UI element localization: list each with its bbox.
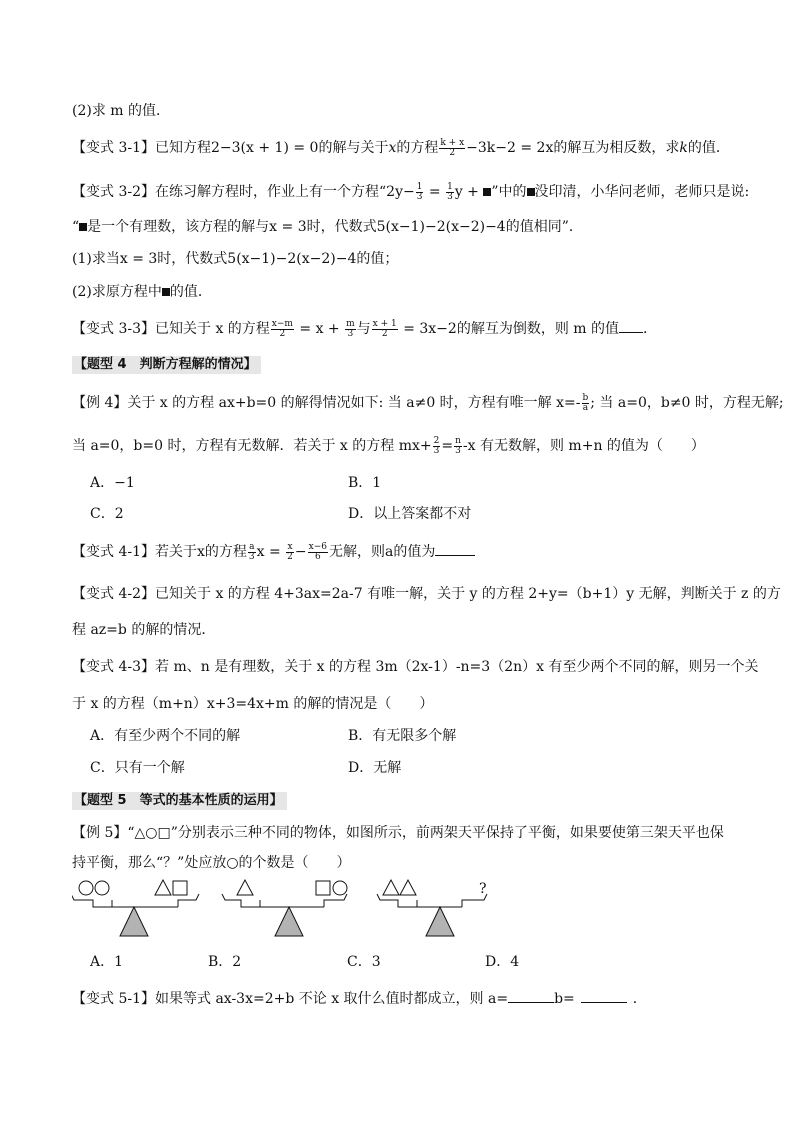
- equation: −3k−2 = 2x: [466, 140, 554, 156]
- example-tag: 【例 4】: [72, 395, 128, 411]
- option-d[interactable]: D．4: [485, 954, 520, 970]
- answer-blank[interactable]: [435, 541, 475, 556]
- fraction: $\frac{x-m}{2}$: [271, 318, 293, 339]
- section-heading-4: 【题型 4 判断方程解的情况】: [72, 356, 261, 374]
- fraction: $\frac{m}{3}$: [346, 318, 355, 339]
- example-tag: 【例 5】: [72, 825, 128, 841]
- text: ．: [632, 991, 647, 1007]
- fraction: $\frac{1}{3}$: [416, 181, 423, 202]
- circle-icon: [95, 881, 109, 895]
- variant-4-2: [72, 584, 781, 604]
- fulcrum: [426, 907, 454, 936]
- fraction: $\frac{a}{3}$: [248, 541, 255, 562]
- answer-blank-b[interactable]: [581, 988, 627, 1003]
- balance-scale-1: [72, 880, 199, 936]
- text: 当 a=0，b=0 时，方程有无数解．若关于 x 的方程 mx+: [72, 438, 432, 454]
- example-5: [72, 823, 724, 843]
- equation: =: [424, 184, 446, 200]
- text: 关于 x 的方程 ax+b=0 的解得情况如下: 当 a≠0 时，方程有唯一解 x=-: [127, 395, 581, 411]
- text: -x 有无数解，则 m+n 的值为（ ）: [462, 438, 705, 454]
- text: (2)求原方程中: [72, 284, 162, 300]
- variant-4-2-line2: 程 az=b 的解的情况．: [72, 622, 216, 638]
- text: 与: [356, 321, 371, 337]
- example-5-line2: 持平衡，那么“？”处应放○的个数是（ ）: [72, 855, 351, 871]
- fraction: $\frac{2}{3}$: [433, 435, 440, 456]
- equation: y +: [454, 184, 484, 200]
- option-b[interactable]: B．1: [348, 475, 382, 491]
- equation: = x +: [294, 321, 345, 337]
- text: 若关于x的方程: [155, 544, 247, 560]
- option-d[interactable]: D．以上答案都不对: [348, 506, 472, 522]
- black-square-icon: [162, 288, 170, 296]
- variant-4-1: [72, 541, 475, 562]
- option-c[interactable]: C．3: [347, 954, 381, 970]
- option-b[interactable]: B．2: [208, 954, 242, 970]
- variant-3-2: [72, 182, 749, 202]
- square-icon: [316, 881, 330, 895]
- triangle-icon: [237, 880, 253, 895]
- variant-tag: 【变式 4-3】: [72, 659, 155, 675]
- variant-3-2-q1: [72, 249, 398, 269]
- fraction: $\frac{x}{2}$: [287, 541, 293, 562]
- text: (1)求当: [72, 251, 120, 267]
- equation: = 3x−2: [398, 321, 457, 337]
- text: 的方程: [396, 140, 439, 156]
- fulcrum: [120, 907, 148, 936]
- text: 的解与关于: [318, 140, 389, 156]
- text: 已知关于 x 的方程: [155, 321, 270, 337]
- text: ; 当 a=0，b≠0 时，方程无解;: [590, 395, 784, 411]
- variant-3-2-line2: [72, 217, 583, 237]
- text: 无解，则a的值为: [328, 544, 436, 560]
- balance-scales-figure: [72, 876, 532, 940]
- text: “△○□”分别表示三种不同的物体，如图所示，前两架天平保持了平衡，如果要使第三架天平也保: [127, 825, 724, 841]
- circle-icon: [333, 881, 347, 895]
- variant-5-1: [72, 988, 647, 1009]
- expression: 5(x−1)−2(x−2)−4: [376, 219, 506, 235]
- text: 在练习解方程时，作业上有一个方程“: [155, 184, 387, 200]
- text: 的解互为倒数，则 m 的值: [456, 321, 620, 337]
- balance-scale-3: [377, 880, 487, 936]
- fulcrum: [275, 907, 303, 936]
- answer-blank[interactable]: [619, 318, 643, 333]
- text: 的值．: [687, 140, 730, 156]
- square-icon: [173, 881, 187, 895]
- variant-tag: 【变式 5-1】: [72, 991, 155, 1007]
- equation: x = 3: [119, 251, 158, 267]
- example-4-line2: [72, 436, 705, 456]
- section-heading-5: 【题型 5 等式的基本性质的运用】: [72, 792, 287, 810]
- fraction: $\frac{b}{a}$: [582, 392, 589, 413]
- text: 若 m、n 是有理数，关于 x 的方程 3m（2x-1）-n=3（2n）x 有至少两个不同的解，则另一个关: [155, 659, 759, 675]
- text: 的解互为相反数，求: [553, 140, 680, 156]
- question-mark: ?: [479, 881, 487, 897]
- variant-tag: 【变式 3-2】: [72, 184, 155, 200]
- text: ”中的: [491, 184, 527, 200]
- fraction: $\frac{n}{3}$: [455, 435, 461, 456]
- variant-3-3: [72, 318, 657, 339]
- text: 时，代数式: [157, 251, 228, 267]
- text: 是一个有理数，该方程的解与: [87, 219, 270, 235]
- variant-tag: 【变式 3-3】: [72, 321, 155, 337]
- equation: 2y−: [386, 184, 415, 200]
- black-square-icon: [527, 188, 535, 196]
- fraction: $\frac{1}{3}$: [447, 181, 453, 202]
- text: 的值相同”．: [505, 219, 583, 235]
- variant-3-1: [72, 138, 730, 158]
- text: 已知方程: [155, 140, 211, 156]
- text: 已知关于 x 的方程 4+3ax=2a-7 有唯一解，关于 y 的方程 2+y=（b+1）y 无解，判断关于 z 的方: [155, 586, 781, 602]
- text: ．: [643, 321, 658, 337]
- option-a[interactable]: A．1: [90, 954, 124, 970]
- variant-4-3: [72, 657, 758, 677]
- option-a[interactable]: A．有至少两个不同的解: [90, 728, 241, 744]
- text: 的值；: [356, 251, 399, 267]
- variant-tag: 【变式 4-2】: [72, 586, 155, 602]
- text: 如果等式 ax-3x=2+b 不论 x 取什么值时都成立，则 a=: [155, 991, 509, 1007]
- variant-3-2-q2: [72, 282, 212, 302]
- text: b=: [554, 991, 575, 1007]
- example-4: [72, 393, 784, 413]
- fraction: $\frac{x + 1}{2}$: [372, 318, 397, 339]
- text: 没印清，小华问老师，老师只是说:: [534, 184, 750, 200]
- triangle-icon: [400, 880, 416, 895]
- text: 时，代数式: [306, 219, 377, 235]
- black-square-icon: [79, 223, 87, 231]
- equation: x = 3: [269, 219, 307, 235]
- balance-scale-2: [222, 880, 347, 936]
- equation: 2−3(x + 1) = 0: [211, 140, 319, 156]
- question-line: (2)求 m 的值．: [72, 103, 171, 119]
- option-b[interactable]: B．有无限多个解: [348, 728, 457, 744]
- expression: 5(x−1)−2(x−2)−4: [227, 251, 357, 267]
- text: =: [441, 438, 454, 454]
- triangle-icon: [155, 880, 171, 895]
- fraction: $\frac{k + x}{2}$: [440, 137, 465, 158]
- equation: x =: [256, 544, 286, 560]
- var: k: [679, 140, 688, 156]
- variant-tag: 【变式 4-1】: [72, 544, 155, 560]
- option-c[interactable]: C．只有一个解: [90, 760, 185, 776]
- option-d[interactable]: D．无解: [348, 760, 402, 776]
- variant-4-3-line2: 于 x 的方程（m+n）x+3=4x+m 的解的情况是（ ）: [72, 696, 434, 712]
- triangle-icon: [383, 880, 399, 895]
- answer-blank-a[interactable]: [508, 988, 554, 1003]
- equation: −: [294, 544, 307, 560]
- option-a[interactable]: A．−1: [90, 475, 135, 491]
- circle-icon: [79, 881, 93, 895]
- var: x: [388, 140, 397, 156]
- option-c[interactable]: C．2: [90, 506, 124, 522]
- text: 的值．: [169, 284, 212, 300]
- fraction: $\frac{x-6}{6}$: [308, 541, 327, 562]
- variant-tag: 【变式 3-1】: [72, 140, 155, 156]
- text: “: [72, 219, 80, 235]
